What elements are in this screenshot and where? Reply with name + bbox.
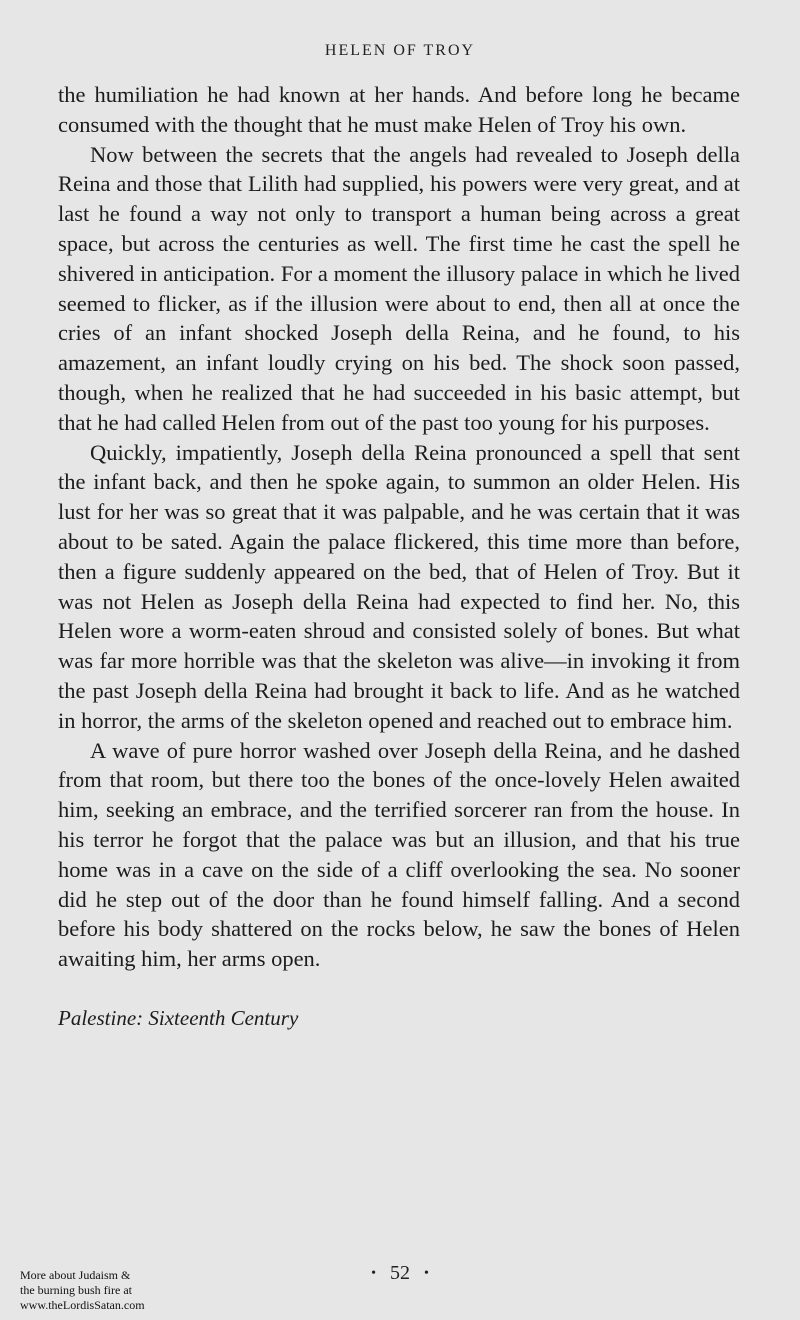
body-text: [58, 80, 740, 974]
footer-note-line: the burning bush fire at: [20, 1283, 132, 1297]
footer-note: [20, 1268, 180, 1313]
paragraph: Now between the secrets that the angels had revealed to Joseph della Reina and those that Lilith had supplied, his powers were very great, and at last he found a way not only to transport a human being across a great space, but across the centuries as well. The first time he cast the spell he shivered in anticipation. For a moment the illusory palace in which he lived seemed to flicker, as if the illusion were about to end, then all at once the cries of an infant shocked Joseph della Reina, and he found, to his amazement, an infant loudly crying on his bed. The shock soon passed, though, when he realized that he had succeeded in his basic attempt, but that he had called Helen from out of the past too young for his purposes.: [58, 141, 740, 435]
bullet-icon: •: [371, 1266, 376, 1282]
paragraph: A wave of pure horror washed over Joseph della Reina, and he dashed from that room, but there too the bones of the once-lovely Helen awaited him, seeking an embrace, and the terrified sorcerer ran from the house. In his terror he forgot that the palace was but an illusion, and that his true home was in a cave on the side of a cliff overlooking the sea. No sooner did he step out of the door than he found himself falling. And a second before his body shattered on the rocks below, he saw the bones of Helen awaiting him, her arms open.: [58, 737, 740, 972]
footer-note-url[interactable]: www.theLordisSatan.com: [20, 1298, 145, 1312]
page-number-value: 52: [390, 1262, 410, 1284]
paragraph: Quickly, impatiently, Joseph della Reina pronounced a spell that sent the infant back, and then he spoke again, to summon an older Helen. His lust for her was so great that it was palpable, and he was certain that it was about to be sated. Again the palace flickered, this time more than before, then a figure suddenly appeared on the bed, that of Helen of Troy. But it was not Helen as Joseph della Reina had expected to find her. No, this Helen wore a worm-eaten shroud and consisted solely of bones. But what was far more horrible was that the skeleton was alive—in invoking it from the past Joseph della Reina had brought it back to life. And as he watched in horror, the arms of the skeleton opened and reached out to embrace him.: [58, 439, 740, 733]
running-header: HELEN OF TROY: [324, 42, 476, 59]
bullet-icon: •: [424, 1266, 429, 1282]
paragraph-continuation: the humiliation he had known at her hands. And before long he became consumed with the thought that he must make Helen of Troy his own.: [58, 82, 740, 137]
footer-note-line: More about Judaism &: [20, 1268, 131, 1282]
section-title: Palestine: Sixteenth Century: [58, 1006, 299, 1030]
